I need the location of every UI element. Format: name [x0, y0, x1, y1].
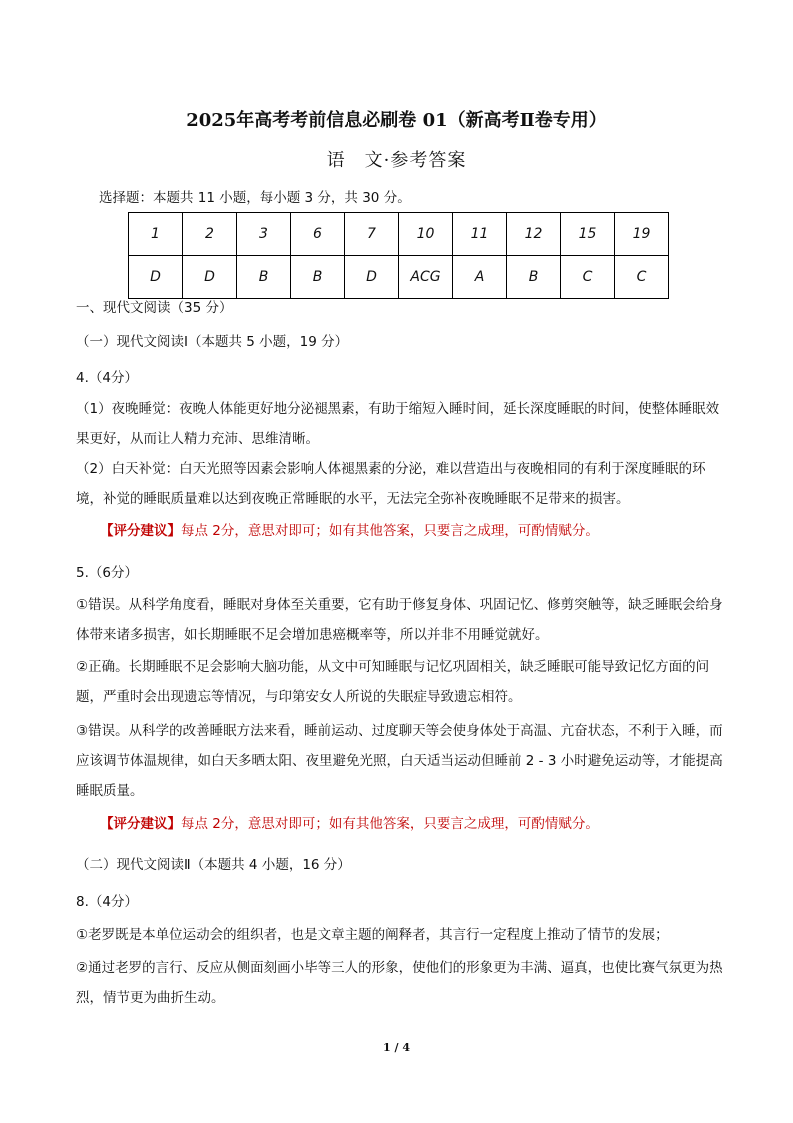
answer-paragraph: （1）夜晚睡觉：夜晚人体能更好地分泌褪黑素，有助于缩短入睡时间，延长深度睡眠的时间，使整体睡眠效果更好，从而让人精力充沛、思维清晰。: [76, 401, 720, 447]
question-label: 4.（4分）: [76, 370, 138, 386]
scoring-tip-text: 每点 2分，意思对即可；如有其他答案，只要言之成理，可酌情赋分。: [181, 523, 599, 539]
scoring-tip-text: 每点 2分，意思对即可；如有其他答案，只要言之成理，可酌情赋分。: [181, 816, 599, 832]
question-number-cell: 10: [399, 213, 453, 256]
answer-cell: B: [507, 256, 561, 299]
part-heading: （二）现代文阅读Ⅱ（本题共 4 小题，16 分）: [76, 857, 351, 873]
answer-paragraph: ①错误。从科学角度看，睡眠对身体至关重要，它有助于修复身体、巩固记忆、修剪突触等，缺乏睡眠会给身体带来诸多损害，如长期睡眠不足会增加患癌概率等，所以并非不用睡觉就好。: [76, 597, 723, 643]
answer-cell: D: [129, 256, 183, 299]
part-heading: （一）现代文阅读Ⅰ（本题共 5 小题，19 分）: [76, 334, 349, 350]
page-title: 2025年高考考前信息必刷卷 01（新高考Ⅱ卷专用）: [186, 110, 607, 131]
answer-paragraph: ③错误。从科学的改善睡眠方法来看，睡前运动、过度聊天等会使身体处于高温、亢奋状态，不利于入睡，而应该调节体温规律，如白天多晒太阳、夜里避免光照，白天适当运动但睡前 2 - 3 小时避免运动等，才能提高睡眠质量。: [76, 723, 723, 799]
scoring-tip-tag: 【评分建议】: [100, 523, 181, 539]
answer-paragraph: （2）白天补觉：白天光照等因素会影响人体褪黑素的分泌，难以营造出与夜晚相同的有利于深度睡眠的环境，补觉的睡眠质量难以达到夜晚正常睡眠的水平，无法完全弥补夜晚睡眠不足带来的损害。: [76, 461, 706, 507]
answer-cell: D: [345, 256, 399, 299]
question-number-cell: 3: [237, 213, 291, 256]
scoring-tip: [100, 809, 599, 839]
question-label: 5.（6分）: [76, 565, 138, 581]
question-number-cell: 2: [183, 213, 237, 256]
page-number: 1 / 4: [383, 1041, 410, 1054]
answer-paragraph: ①老罗既是本单位运动会的组织者，也是文章主题的阐释者，其言行一定程度上推动了情节的发展；: [76, 927, 669, 943]
answer-cell: D: [183, 256, 237, 299]
answer-cell: B: [237, 256, 291, 299]
question-number-cell: 7: [345, 213, 399, 256]
section-heading: 一、现代文阅读（35 分）: [76, 300, 233, 316]
scoring-tip-tag: 【评分建议】: [100, 816, 181, 832]
answer-table: [128, 212, 669, 299]
page-subtitle: 语 文·参考答案: [326, 150, 467, 171]
mc-intro: 选择题：本题共 11 小题，每小题 3 分，共 30 分。: [99, 190, 411, 206]
question-number-cell: 1: [129, 213, 183, 256]
answer-cell: C: [615, 256, 669, 299]
answer-paragraph: ②正确。长期睡眠不足会影响大脑功能，从文中可知睡眠与记忆巩固相关，缺乏睡眠可能导致记忆方面的问题，严重时会出现遗忘等情况，与印第安女人所说的失眠症导致遗忘相符。: [76, 659, 710, 705]
question-number-cell: 19: [615, 213, 669, 256]
question-number-cell: 6: [291, 213, 345, 256]
question-number-cell: 12: [507, 213, 561, 256]
scoring-tip: [100, 516, 599, 546]
question-number-cell: 11: [453, 213, 507, 256]
answer-cell: A: [453, 256, 507, 299]
answer-table-answer-row: [129, 256, 669, 299]
answer-table-number-row: [129, 213, 669, 256]
answer-cell: ACG: [399, 256, 453, 299]
answer-cell: B: [291, 256, 345, 299]
answer-cell: C: [561, 256, 615, 299]
answer-paragraph: ②通过老罗的言行、反应从侧面刻画小毕等三人的形象，使他们的形象更为丰满、逼真，也使比赛气氛更为热烈，情节更为曲折生动。: [76, 960, 723, 1006]
question-label: 8.（4分）: [76, 894, 138, 910]
question-number-cell: 15: [561, 213, 615, 256]
